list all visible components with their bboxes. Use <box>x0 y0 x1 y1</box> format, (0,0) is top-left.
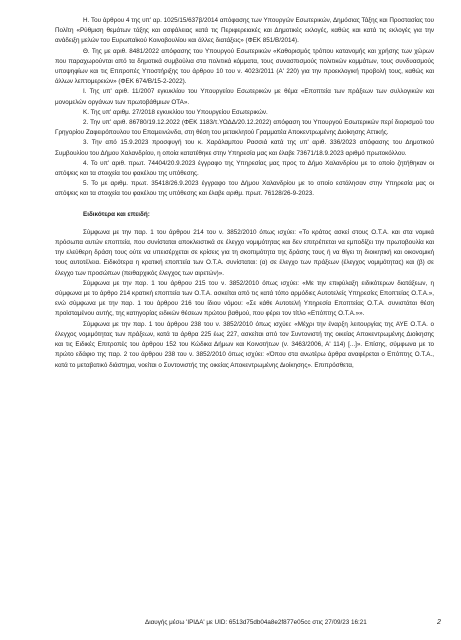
paragraph-i: Ι. Της υπ' αριθ. 11/2007 εγκυκλίου του Υπουργείου Εσωτερικών με θέμα «Εποπτεία των πράξεων των συλλογικών και μονομελών οργάνων των πρωτοβάθμιων ΟΤΑ». <box>55 88 434 106</box>
footer-uid-text: Διαυγής μέσω 'ΙΡΙΔΑ' με UID: 6513d75db04a8e2f877e05cc στις 27/09/23 16:21 <box>145 619 367 626</box>
paragraph-4: 4. Το υπ' αριθ. πρωτ. 74404/20.9.2023 έγγραφο της Υπηρεσίας μας προς το Δήμο Χαλανδρίου με το οποίο ζητήθηκαν οι απόψεις και τα στοιχεία του φακέλου της υπόθεσης. <box>55 159 434 178</box>
paragraph-article-238: Σύμφωνα με την παρ. 1 του άρθρου 238 του ν. 3852/2010 όπως ισχύει: «Μέχρι την έναρξη λειτουργίας της ΑΥΕ Ο.Τ.Α. ο έλεγχος νομιμότητας των πράξεων, κατά τα άρθρα 225 έως 227, ασκείται από τον Συντονιστή της οικείας Αποκεντρωμένης Διοίκησης και τις Ειδικές Επιτροπές του άρθρου 152 του Κώδικα Δήμων και Κοινοτήτων (ν. 3463/2006, Α' 114) [...]». Επίσης, σύμφωνα με το πρώτο εδάφιο της παρ. 2 του άρθρου 238 του ν. 3852/2010 όπως ισχύει: «Όπου στα ανωτέρω άρθρα αναφέρεται ο Επόπτης Ο.Τ.Α., κατά το μεταβατικό διάστημα, νοείται ο Συντονιστής της οικείας Αποκεντρωμένης Διοίκησης». Επιπρόσθετα, <box>55 320 434 369</box>
paragraph-h: Η. Του άρθρου 4 της υπ' αρ. 1025/15/637β/2014 απόφασης των Υπουργών Εσωτερικών, Δημόσιας Τάξης και Προστασίας του Πολίτη «Ρύθμιση θεμάτων τάξης και ασφάλειας κατά τις Περιφερειακές και Δημοτικές εκλογές, καθώς και κατά τις εκλογές για την ανάδειξη μελών του Ευρωπαϊκού Κοινοβουλίου και άλλες διατάξεις» (ΦΕΚ 851/Β/2014). <box>55 17 434 45</box>
paragraph-article-215: Σύμφωνα με την παρ. 1 του άρθρου 215 του ν. 3852/2010 όπως ισχύει: «Με την επιφύλαξη ειδικότερων διατάξεων, η σύμφωνα με το άρθρο 214 κρατική εποπτεία των Ο.Τ.Α. ασκείται από τις κατά τόπο αρμόδιες Αυτοτελείς Υπηρεσίες Εποπτείας Ο.Τ.Α.», ενώ σύμφωνα με την παρ. 1 του άρθρου 216 του ίδιου νόμου: «Σε κάθε Αυτοτελή Υπηρεσία Εποπτείας Ο.Τ.Α. συνιστάται θέση προϊσταμένου αυτής, της κατηγορίας ειδικών θέσεων πρώτου βαθμού, που φέρει τον τίτλο «Επόπτης Ο.Τ.Α.»». <box>55 279 434 318</box>
document-body <box>55 16 434 371</box>
paragraph-k: Κ. Της υπ' αριθμ. 27/2018 εγκυκλίου του Υπουργείου Εσωτερικών. <box>83 108 268 116</box>
paragraph-3: 3. Την από 15.9.2023 προσφυγή του κ. Χαράλαμπου Ρασσιά κατά της υπ' αριθ. 336/2023 απόφασης του Δημοτικού Συμβουλίου του Δήμου Χαλανδρίου, η οποία κατατέθηκε στην Υπηρεσία μας και έλαβε 73671/18.9.2023 αριθμό πρωτοκόλλου. <box>55 139 434 157</box>
paragraph-2: 2. Την υπ' αριθ. 86780/19.12.2022 (ΦΕΚ 1183/τ.ΥΟΔΔ/20.12.2022) απόφαση του Υπουργού Εσωτερικών περί διορισμού του Γρηγορίου Ζαφειρόπουλου του Επαμεινώνδα, στη θέση του μετακλητού Γραμματέα Αποκεντρωμένης Διοίκησης Αττικής. <box>55 119 434 137</box>
section-spacer <box>55 200 434 210</box>
page-number: 2 <box>437 619 441 626</box>
paragraph-theta: Θ. Της με αριθ. 8481/2022 απόφασης του Υπουργού Εσωτερικών «Καθορισμός τρόπου κατανομής και χρήσης των χώρων που παραχωρούνται από τα δημοτικά συμβούλια στα πολιτικά κόμματα, τους συνασπισμούς πολιτικών κομμάτων, τους συνδυασμούς υποψηφίων και τις Επιτροπές Υποστήριξης του άρθρου 10 του ν. 4023/2011 (Α' 220) για την προεκλογική προβολή τους, καθώς και άλλων λεπτομερειών» (ΦΕΚ 674/Β/15-2-2022). <box>55 47 434 86</box>
paragraph-article-214: Σύμφωνα με την παρ. 1 του άρθρου 214 του ν. 3852/2010 όπως ισχύει: «Το κράτος ασκεί στους Ο.Τ.Α. και στα νομικά πρόσωπα αυτών εποπτεία, που συνίσταται αποκλειστικά σε έλεγχο νομιμότητας και δεν επιτρέπεται να εμποδίζει την πρωτοβουλία και την ελεύθερη δράση τους ούτε να υπεισέρχεται σε κρίσεις για τη σκοπιμότητα της δράσης τους ή να θίγει τη διοικητική και οικονομική τους αυτοτέλεια. Ειδικότερα η κρατική εποπτεία των Ο.Τ.Α. συνίσταται: (α) σε έλεγχο των πράξεων (έλεγχος νομιμότητας) και (β) σε έλεγχο των προσώπων (πειθαρχικός έλεγχος των αιρετών)». <box>55 228 434 277</box>
section-heading: Ειδικότερα και επειδή: <box>83 210 150 218</box>
paragraph-5: 5. Το με αριθμ. πρωτ. 35418/26.9.2023 έγγραφο του Δήμου Χαλανδρίου με το οποίο εστάλησαν στην Υπηρεσία μας οι απόψεις και τα στοιχεία του φακέλου της υπόθεσης και έλαβε αριθμ. πρωτ. 76128/26-9-2023. <box>55 180 434 198</box>
